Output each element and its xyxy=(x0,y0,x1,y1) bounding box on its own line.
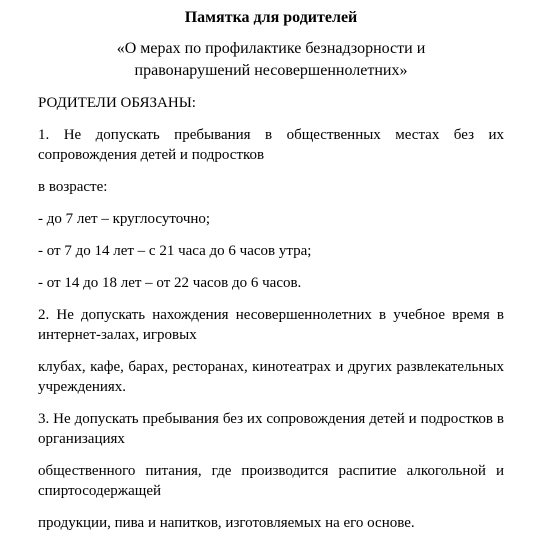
paragraph-age-under-7: - до 7 лет – круглосуточно; xyxy=(38,211,211,227)
subtitle-line-1: «О мерах по профилактике безнадзорности и xyxy=(116,40,426,57)
paragraph-3: 3. Не допускать пребывания без их сопровождения детей и подростков в организациях xyxy=(38,411,504,447)
subtitle-line-2: правонарушений несовершеннолетних» xyxy=(134,62,408,79)
paragraph-2: 2. Не допускать нахождения несовершеннолетних в учебное время в интернет-залах, игровых xyxy=(38,307,504,343)
paragraph-age-7-14: - от 7 до 14 лет – с 21 часа до 6 часов утра; xyxy=(38,243,312,259)
section-heading: РОДИТЕЛИ ОБЯЗАНЫ: xyxy=(38,95,196,111)
paragraph-age-intro: в возрасте: xyxy=(38,179,108,195)
paragraph-age-14-18: - от 14 до 18 лет – от 22 часов до 6 часов. xyxy=(38,275,302,291)
paragraph-3-continued: общественного питания, где производится распитие алкогольной и спиртосодержащей xyxy=(38,463,504,499)
document-title: Памятка для родителей xyxy=(184,9,358,26)
paragraph-2-continued: клубах, кафе, барах, ресторанах, кинотеатрах и других развлекательных учреждениях. xyxy=(38,359,504,395)
paragraph-3-end: продукции, пива и напитков, изготовляемых на его основе. xyxy=(38,515,415,531)
paragraph-1: 1. Не допускать пребывания в общественных местах без их сопровождения детей и подростков xyxy=(38,127,504,163)
document-subtitle xyxy=(38,38,504,82)
